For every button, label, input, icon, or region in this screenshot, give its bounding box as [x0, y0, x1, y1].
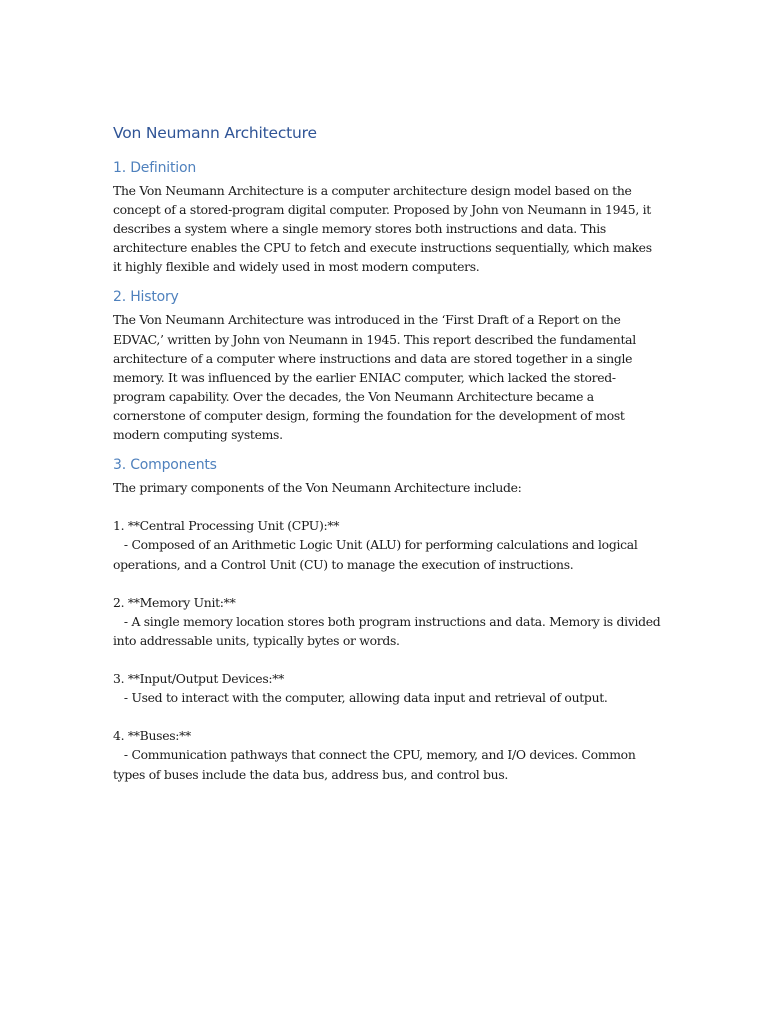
list-item-desc: - A single memory location stores both program instructions and data. Memory is divided into addressable units, typically bytes or words. [113, 613, 665, 648]
list-item-desc: - Communication pathways that connect the CPU, memory, and I/O devices. Common types of buses include the data bus, address bus, and control bus. [113, 747, 640, 782]
list-item [113, 726, 663, 783]
section-body: The Von Neumann Architecture was introduced in the ‘First Draft of a Report on the EDVAC,’ written by John von Neumann in 1945. This report described the fundamental architecture of a computer where instructions and data are stored together in a single memory. It was influenced by the earlier ENIAC computer, which lacked the stored-program capability. Over the decades, the Von Neumann Architecture became a cornerstone of computer design, forming the foundation for the development of most modern computing systems. [113, 312, 636, 443]
list-item-title: 3. **Input/Output Devices:** [113, 671, 285, 687]
section-heading: 1. Definition [113, 160, 196, 176]
section-body: The Von Neumann Architecture is a computer architecture design model based on the concept of a stored-program digital computer. Proposed by John von Neumann in 1945, it describes a system where a single memory stores both instructions and data. This architecture enables the CPU to fetch and execute instructions sequentially, which makes it highly flexible and widely used in most modern computers. [113, 183, 652, 275]
document-page [113, 124, 663, 797]
list-item-title: 2. **Memory Unit:** [113, 594, 236, 610]
list-item [113, 516, 663, 573]
section-heading: 2. History [113, 289, 179, 306]
section-definition [113, 160, 663, 276]
list-item-desc: - Composed of an Arithmetic Logic Unit (ALU) for performing calculations and logical operations, and a Control Unit (CU) to manage the execution of instructions. [113, 537, 642, 572]
spacer [113, 574, 663, 593]
section-components [113, 457, 663, 784]
list-item [113, 593, 663, 650]
list-item-title: 1. **Central Processing Unit (CPU):** [113, 518, 340, 534]
list-item-title: 4. **Buses:** [113, 728, 191, 744]
list-item [113, 669, 663, 707]
section-intro: The primary components of the Von Neumann Architecture include: [113, 480, 522, 496]
spacer [113, 707, 663, 726]
section-heading: 3. Components [113, 457, 217, 474]
list-item-desc: - Used to interact with the computer, allowing data input and retrieval of output. [113, 690, 608, 706]
section-history [113, 289, 663, 444]
spacer [113, 497, 663, 516]
spacer [113, 650, 663, 669]
document-title: Von Neumann Architecture [113, 124, 317, 142]
